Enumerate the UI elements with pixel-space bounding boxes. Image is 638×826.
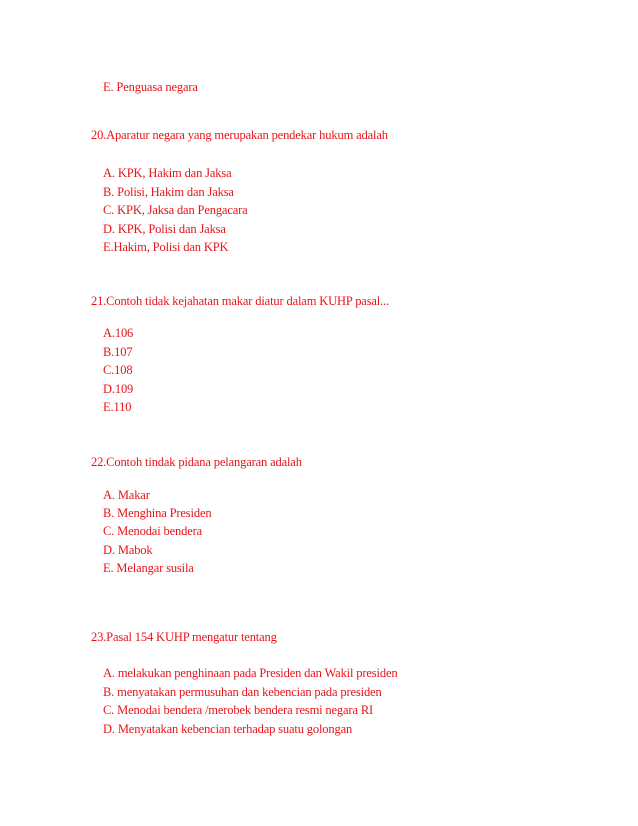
q20-option-a: A. KPK, Hakim dan Jaksa (103, 166, 232, 180)
q20-option-d: D. KPK, Polisi dan Jaksa (103, 222, 226, 236)
q22-option-d: D. Mabok (103, 543, 153, 557)
q23-option-d: D. Menyatakan kebencian terhadap suatu golongan (103, 722, 353, 736)
question-20: 20.Aparatur negara yang merupakan pendekar hukum adalah (91, 128, 388, 142)
question-22: 22.Contoh tindak pidana pelangaran adalah (91, 455, 302, 469)
q20-option-c: C. KPK, Jaksa dan Pengacara (103, 203, 248, 217)
question-21: 21.Contoh tidak kejahatan makar diatur dalam KUHP pasal... (91, 294, 390, 308)
q23-option-a: A. melakukan penghinaan pada Presiden dan Wakil presiden (103, 666, 398, 680)
question-23: 23.Pasal 154 KUHP mengatur tentang (91, 630, 277, 644)
q20-option-b: B. Polisi, Hakim dan Jaksa (103, 185, 234, 199)
q22-option-e: E. Melangar susila (103, 561, 194, 575)
q20-option-e: E.Hakim, Polisi dan KPK (103, 240, 229, 254)
option-e-previous: E. Penguasa negara (103, 80, 198, 94)
q22-option-c: C. Menodai bendera (103, 524, 203, 538)
q22-option-a: A. Makar (103, 488, 150, 502)
q23-option-b: B. menyatakan permusuhan dan kebencian pada presiden (103, 685, 382, 699)
q21-option-b: B.107 (103, 345, 133, 359)
q22-option-b: B. Menghina Presiden (103, 506, 212, 520)
q23-option-c: C. Menodai bendera /merobek bendera resmi negara RI (103, 703, 374, 717)
q21-option-e: E.110 (103, 400, 132, 414)
q21-option-d: D.109 (103, 382, 134, 396)
q21-option-c: C.108 (103, 363, 133, 377)
q21-option-a: A.106 (103, 326, 134, 340)
